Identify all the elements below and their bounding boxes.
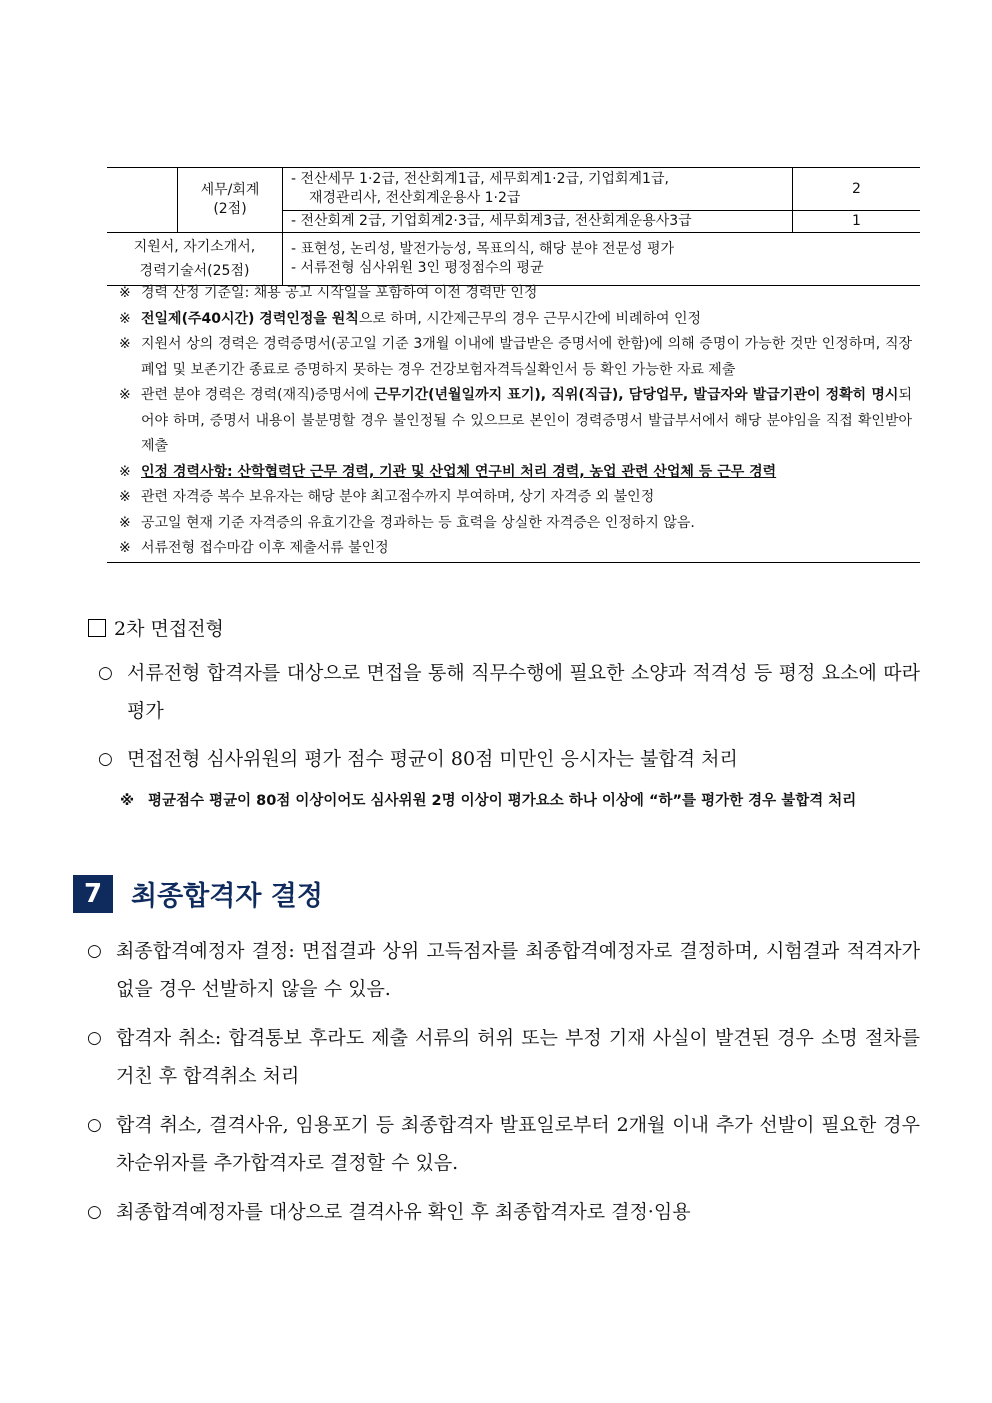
note-text: 관련 자격증 복수 보유자는 해당 분야 최고점수까지 부여하며, 상기 자격증 외 불인정 [141,489,655,505]
note-mark: ※ [119,463,131,480]
interview-heading [88,614,224,641]
bullet-text: 합격자 취소: 합격통보 후라도 제출 서류의 허위 또는 부정 기재 사실이 발견된 경우 소명 절차를 거친 후 합격취소 처리 [116,1027,920,1087]
table-row [107,233,920,286]
section-header [73,874,323,913]
table-cell-items: - 전산회계 2급, 기업회계2·3급, 세무회계3급, 전산회계운용사3급 [283,211,793,233]
decision-bullet [87,1019,920,1095]
cert-list-line: - 전산세무 1·2급, 전산회계1급, 세무회계1·2급, 기업회계1급, [291,171,669,187]
bullet-text: 최종합격예정자 결정: 면접결과 상위 고득점자를 최종합격예정자로 결정하며, 시험결과 적격자가 없을 경우 선발하지 않을 수 있음. [116,940,920,1000]
table-cell-score: 2 [793,168,921,211]
interview-bullet [98,740,920,778]
note-item [107,511,920,537]
interview-bullet [98,654,920,730]
table-cell-blank [107,168,178,233]
note-item [107,307,920,333]
section-title: 최종합격자 결정 [131,881,323,912]
note-text: 관련 분야 경력은 경력(재직)증명서에 [141,387,375,403]
note-text: 서류전형 접수마감 이후 제출서류 불인정 [141,540,389,556]
checkbox-square-icon [88,619,106,637]
note-item [107,281,920,307]
criteria-line: - 서류전형 심사위원 3인 평정점수의 평균 [291,260,544,276]
table-cell-category [178,168,283,233]
notes-box [107,281,920,563]
note-mark: ※ [119,514,131,531]
note-mark: ※ [119,387,131,403]
circle-bullet-icon: ○ [87,941,102,961]
bullet-text: 합격 취소, 결격사유, 임용포기 등 최종합격자 발표일로부터 2개월 이내 추가 선발이 필요한 경우 차순위자를 추가합격자로 결정할 수 있음. [116,1114,920,1174]
interview-note [120,786,920,817]
circle-bullet-icon: ○ [98,749,113,769]
note-item [107,460,920,486]
note-mark: ※ [119,285,131,301]
note-item [107,383,920,460]
table-cell-category [107,233,283,286]
note-bold-text: 근무기간(년월일까지 표기), 직위(직급), 담당업무, 발급자와 발급기관이 정확히 명시 [374,387,899,403]
criteria-line: - 표현성, 논리성, 발전가능성, 목표의식, 해당 분야 전문성 평가 [291,241,675,257]
note-text: 지원서 상의 경력은 경력증명서(공고일 기준 3개월 이내에 발급받은 증명서에 한함)에 의해 증명이 가능한 것만 인정하며, 직장폐업 및 보존기간 종료로 증명하지 못하는 경우 건강보험자격득실확인서 등 확인 가능한 자료 제출 [141,336,912,378]
decision-bullet [87,1106,920,1182]
category-points: (2점) [213,201,247,217]
category-label: 세무/회계 [200,182,260,198]
interview-heading-text: 2차 면접전형 [114,618,224,640]
circle-bullet-icon: ○ [87,1202,102,1222]
note-mark: ※ [119,489,131,505]
note-item [107,536,920,562]
table-cell-items [283,168,793,211]
table-cell-items [283,233,921,286]
evaluation-table [107,167,920,286]
table-row [107,168,920,211]
cert-list-line: 재경관리사, 전산회계운용사 1·2급 [309,190,521,206]
bullet-text: 면접전형 심사위원의 평가 점수 평균이 80점 미만인 응시자는 불합격 처리 [127,748,738,770]
decision-bullet [87,1193,920,1231]
note-text: 평균점수 평균이 80점 이상이어도 심사위원 2명 이상이 평가요소 하나 이상에 “하”를 평가한 경우 불합격 처리 [148,793,857,809]
note-mark: ※ [120,793,135,809]
section-number-badge: 7 [73,875,113,913]
circle-bullet-icon: ○ [98,663,113,683]
note-mark: ※ [119,310,131,327]
note-mark: ※ [119,336,131,352]
note-text: 되어야 하며, 증명서 내용이 불분명할 경우 불인정될 수 있으므로 본인이 경력증명서 발급부서에서 해당 분야임을 직접 확인받아 제출 [141,387,912,454]
circle-bullet-icon: ○ [87,1028,102,1048]
circle-bullet-icon: ○ [87,1115,102,1135]
note-text: 공고일 현재 기준 자격증의 유효기간을 경과하는 등 효력을 상실한 자격증은 인정하지 않음. [141,514,695,531]
category-points: 경력기술서(25점) [139,263,250,279]
note-item [107,485,920,511]
bullet-text: 최종합격예정자를 대상으로 결격사유 확인 후 최종합격자로 결정·임용 [116,1201,691,1223]
category-label: 지원서, 자기소개서, [133,239,256,255]
table-cell-score: 1 [793,211,921,233]
note-text: 경력 산정 기준일: 채용 공고 시작일을 포함하여 이전 경력만 인정 [141,285,538,301]
note-mark: ※ [119,540,131,556]
note-item [107,332,920,383]
bullet-text: 서류전형 합격자를 대상으로 면접을 통해 직무수행에 필요한 소양과 적격성 등 평정 요소에 따라 평가 [127,662,920,722]
note-text: 으로 하며, 시간제근무의 경우 근무시간에 비례하여 인정 [358,310,702,327]
decision-bullet [87,932,920,1008]
note-underlined-text: 인정 경력사항: 산학협력단 근무 경력, 기관 및 산업체 연구비 처리 경력, 농업 관련 산업체 등 근무 경력 [141,463,777,480]
note-bold-text: 전일제(주40시간) 경력인정을 원칙 [141,310,359,327]
